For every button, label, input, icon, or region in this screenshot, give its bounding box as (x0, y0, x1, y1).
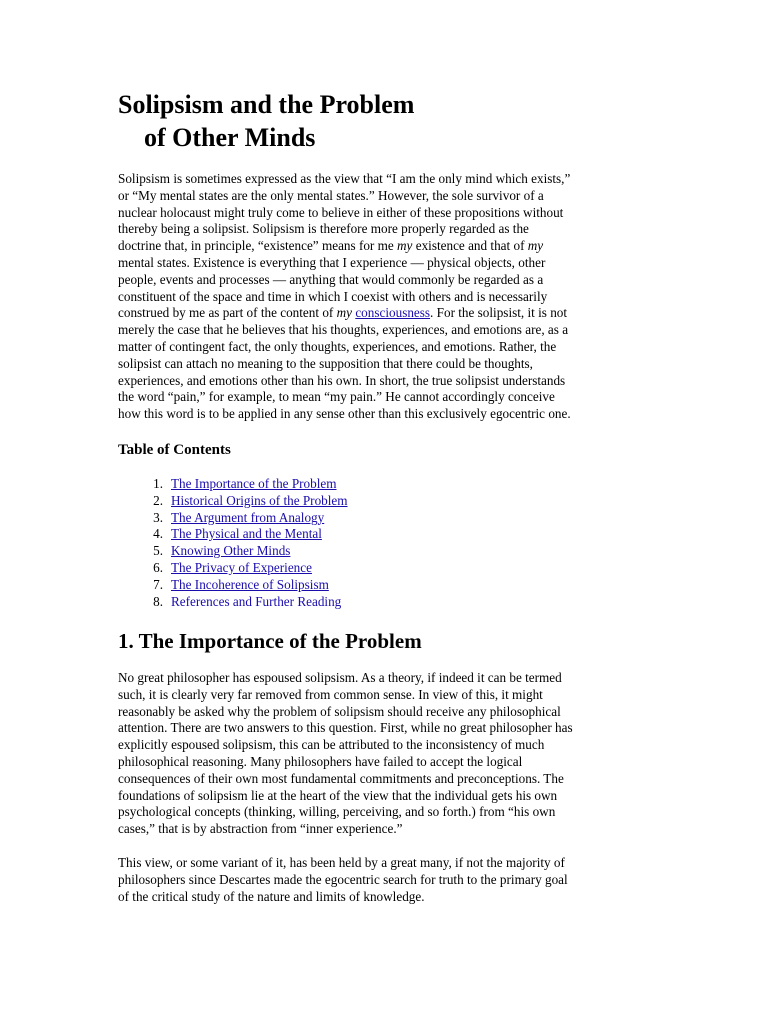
intro-line (118, 238, 658, 255)
emphasis-my: my (397, 238, 413, 254)
intro-line: nuclear holocaust might truly come to believe in either of these propositions without (118, 204, 564, 220)
toc-item (118, 510, 348, 527)
intro-text: doctrine that, in principle, “existence” means for me (118, 238, 398, 254)
intro-line: mental states. Existence is everything that I experience — physical objects, other (118, 254, 546, 270)
intro-text: . For the solipsist, it is not (430, 305, 568, 321)
paragraph-line: such, it is clearly very far removed from common sense. In view of this, it might (118, 686, 543, 702)
toc-number: 1. (153, 476, 163, 491)
intro-line (118, 305, 658, 322)
paragraph-line: No great philosopher has espoused solipsism. As a theory, if indeed it can be termed (118, 670, 562, 685)
toc-link[interactable]: Historical Origins of the Problem (171, 492, 348, 508)
toc-number: 3. (153, 509, 163, 525)
toc-number: 4. (153, 526, 163, 542)
toc-item (118, 577, 348, 594)
toc-number: 8. (153, 593, 163, 609)
intro-text: construed by me as part of the content of (118, 305, 337, 321)
paragraph-line: cases,” that is by abstraction from “inner experience.” (118, 821, 403, 837)
section-paragraph (118, 855, 658, 905)
toc-item (118, 594, 348, 611)
intro-line: solipsist can attach no meaning to the supposition that there could be thoughts, (118, 355, 533, 371)
intro-line: matter of contingent fact, the only thoughts, experiences, and emotions. Rather, the (118, 338, 557, 354)
toc-list (118, 476, 348, 610)
toc-heading: Table of Contents (118, 442, 231, 458)
paragraph-line: psychological concepts (thinking, willing, perceiving, and so forth.) from “his own (118, 804, 556, 820)
intro-line: thereby being a solipsist. Solipsism is therefore more properly regarded as the (118, 221, 529, 237)
toc-link[interactable]: The Privacy of Experience (171, 559, 312, 575)
paragraph-line: explicitly espoused solipsism, this can be attributed to the inconsistency of much (118, 737, 545, 753)
intro-line: merely the case that he believes that his thoughts, experiences, and emotions are, as a (118, 322, 569, 338)
toc-link[interactable]: The Physical and the Mental (171, 526, 322, 542)
paragraph-line: reasonably be asked why the problem of solipsism should receive any philosophical (118, 703, 561, 719)
intro-line: constituent of the space and time in which I coexist with others and is necessarily (118, 288, 548, 304)
intro-paragraph (118, 171, 658, 423)
emphasis-my: my (336, 305, 353, 321)
toc-link[interactable]: The Importance of the Problem (171, 476, 337, 491)
toc-link[interactable]: References and Further Reading (171, 593, 342, 609)
intro-text: existence and that of (412, 238, 528, 254)
toc-number: 7. (153, 576, 163, 592)
intro-line: Solipsism is sometimes expressed as the view that “I am the only mind which exists,” (118, 171, 571, 186)
toc-item (118, 476, 348, 493)
paragraph-line: attention. There are two answers to this question. First, while no great philosopher has (118, 720, 573, 736)
intro-line: the word “pain,” for example, to mean “my pain.” He cannot accordingly conceive (118, 389, 555, 405)
toc-number: 2. (153, 492, 163, 508)
page-title (118, 88, 414, 154)
toc-number: 5. (153, 543, 163, 559)
toc-item (118, 526, 348, 543)
toc-link[interactable]: Knowing Other Minds (171, 543, 291, 559)
paragraph-line: foundations of solipsism lie at the heart of the view that the individual gets his own (118, 787, 558, 803)
paragraph-line: consequences of their own most fundamental commitments and preconceptions. The (118, 770, 564, 786)
section-paragraph (118, 670, 658, 838)
intro-line: how this word is to be applied in any sense other than this exclusively egocentric one. (118, 406, 571, 422)
paragraph-line: This view, or some variant of it, has been held by a great many, if not the majority of (118, 855, 565, 870)
toc-item (118, 543, 348, 560)
intro-line: or “My mental states are the only mental states.” However, the sole survivor of a (118, 187, 544, 203)
emphasis-my: my (527, 238, 544, 254)
toc-item (118, 493, 348, 510)
paragraph-line: philosophical reasoning. Many philosophers have failed to accept the logical (118, 753, 523, 769)
toc-link[interactable]: The Argument from Analogy (171, 509, 325, 525)
section-heading: 1. The Importance of the Problem (118, 629, 422, 653)
toc-number: 6. (153, 559, 163, 575)
paragraph-line: of the critical study of the nature and limits of knowledge. (118, 888, 425, 904)
consciousness-link[interactable]: consciousness (355, 305, 431, 321)
intro-line: people, events and processes — anything that would commonly be regarded as a (118, 271, 544, 287)
paragraph-line: philosophers since Descartes made the egocentric search for truth to the primary goal (118, 871, 568, 887)
title-line-2: of Other Minds (144, 123, 316, 152)
toc-link[interactable]: The Incoherence of Solipsism (171, 576, 329, 592)
title-line-1: Solipsism and the Problem (118, 90, 415, 119)
intro-line: experiences, and emotions other than his own. In short, the true solipsist understands (118, 372, 566, 388)
toc-item (118, 560, 348, 577)
